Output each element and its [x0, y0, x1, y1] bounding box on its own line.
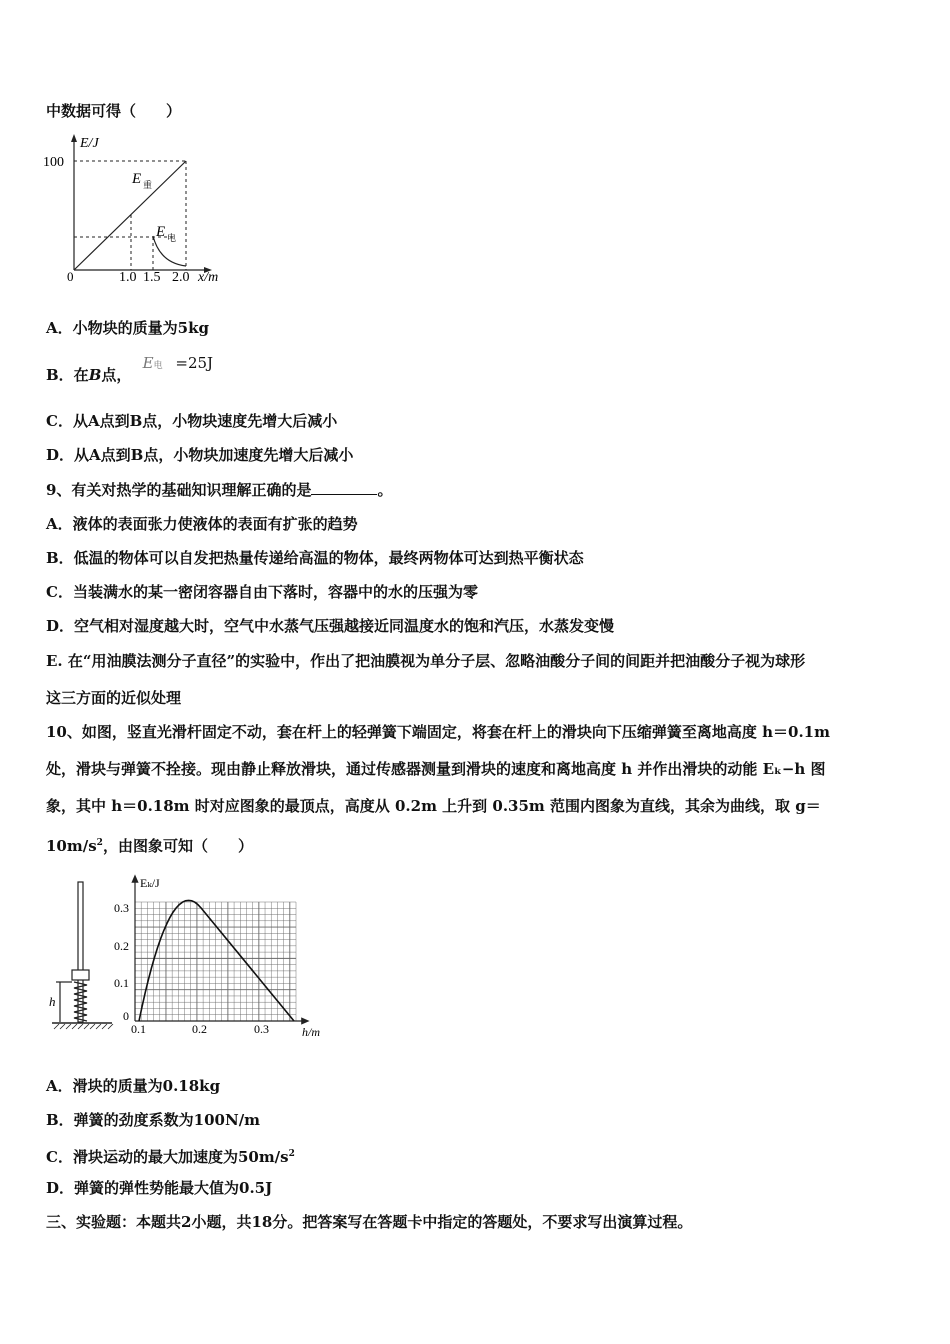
q10-option-b: B．弹簧的劲度系数为100N/m	[46, 1111, 261, 1129]
q9-option-e-line1: E. 在“用油膜法测分子直径”的实验中，作出了把油膜视为单分子层、忽略油酸分子间的间距并把油酸分子视为球形	[46, 652, 806, 670]
y-tick-0: 0	[123, 1009, 129, 1023]
electric-sub: 电	[167, 233, 177, 243]
q8-option-a: A．小物块的质量为5kg	[46, 319, 209, 337]
y-axis-label: E/J	[80, 136, 99, 151]
y-tick-01: 0.1	[114, 976, 129, 990]
q8-option-d: D．从A点到B点，小物块加速度先增大后减小	[46, 446, 354, 464]
q9-option-d: D．空气相对湿度越大时，空气中水蒸气压强越接近同温度水的饱和汽压，水蒸发变慢	[46, 617, 615, 635]
electric-label: E	[156, 224, 166, 240]
q10-stem-line1: 10、如图，竖直光滑杆固定不动，套在杆上的轻弹簧下端固定，将套在杆上的滑块向下压缩弹簧至离地高度 h＝0.1m	[46, 723, 830, 741]
section-3-heading: 三、实验题：本题共2小题，共18分。把答案写在答题卡中指定的答题处，不要求写出演算过程。	[46, 1213, 693, 1231]
intro-text: 中数据可得（ ）	[46, 102, 182, 120]
x-tick-01: 0.1	[131, 1022, 146, 1036]
q9-option-b: B．低温的物体可以自发把热量传递给高温的物体，最终两物体可达到热平衡状态	[46, 549, 584, 567]
y-tick-100: 100	[43, 155, 64, 170]
x-tick-1: 1.0	[119, 270, 137, 283]
kinetic-energy-height-graph	[112, 872, 334, 1040]
x-axis-label: x/m	[198, 270, 219, 283]
y-tick-03: 0.3	[114, 901, 129, 915]
q9-option-e-line2: 这三方面的近似处理	[46, 689, 182, 707]
height-label: h	[49, 994, 56, 1009]
q10-stem-line2: 处，滑块与弹簧不拴接。现由静止释放滑块，通过传感器测量到滑块的速度和离地高度 h 并作出滑块的动能 Eₖ−h 图	[46, 760, 826, 778]
x-tick-0: 0	[67, 269, 74, 283]
q10-stem-line3: 象，其中 h＝0.18m 时对应图象的最顶点，高度从 0.2m 上升到 0.35m 范围内图象为直线，其余为曲线，取 g＝	[46, 797, 821, 815]
x-tick-15: 1.5	[143, 270, 161, 283]
q8-option-c: C．从A点到B点，小物块速度先增大后减小	[46, 412, 338, 430]
q9-option-c: C．当装满水的某一密闭容器自由下落时，容器中的水的压强为零	[46, 583, 478, 601]
ek-axis-label: Eₖ/J	[140, 876, 160, 890]
q10-option-d: D．弹簧的弹性势能最大值为0.5J	[46, 1179, 273, 1197]
q9-option-a: A．液体的表面张力使液体的表面有扩张的趋势	[46, 515, 358, 533]
q10-option-a: A．滑块的质量为0.18kg	[46, 1077, 221, 1095]
gravity-sub: 重	[143, 180, 153, 190]
slider-block	[72, 970, 89, 980]
gravity-label: E	[132, 171, 142, 187]
q8-option-b: B．在B点， E电 =25J	[46, 354, 214, 384]
energy-position-graph	[40, 128, 240, 283]
kinetic-energy-curve	[139, 900, 294, 1021]
x-tick-2: 2.0	[172, 270, 190, 283]
y-tick-02: 0.2	[114, 939, 129, 953]
q9-stem: 9、有关对热学的基础知识理解正确的是 。	[46, 481, 393, 499]
h-axis-label: h/m	[302, 1025, 320, 1039]
q10-stem-line4: $10m/s^2$，由图象可知（ ）	[46, 837, 253, 855]
q10-option-c: C．滑块运动的最大加速度为$50m/s^2$	[46, 1148, 295, 1166]
x-tick-02: 0.2	[192, 1022, 207, 1036]
x-tick-03: 0.3	[254, 1022, 269, 1036]
spring-apparatus	[46, 878, 118, 1030]
gravity-energy-line	[74, 161, 186, 270]
